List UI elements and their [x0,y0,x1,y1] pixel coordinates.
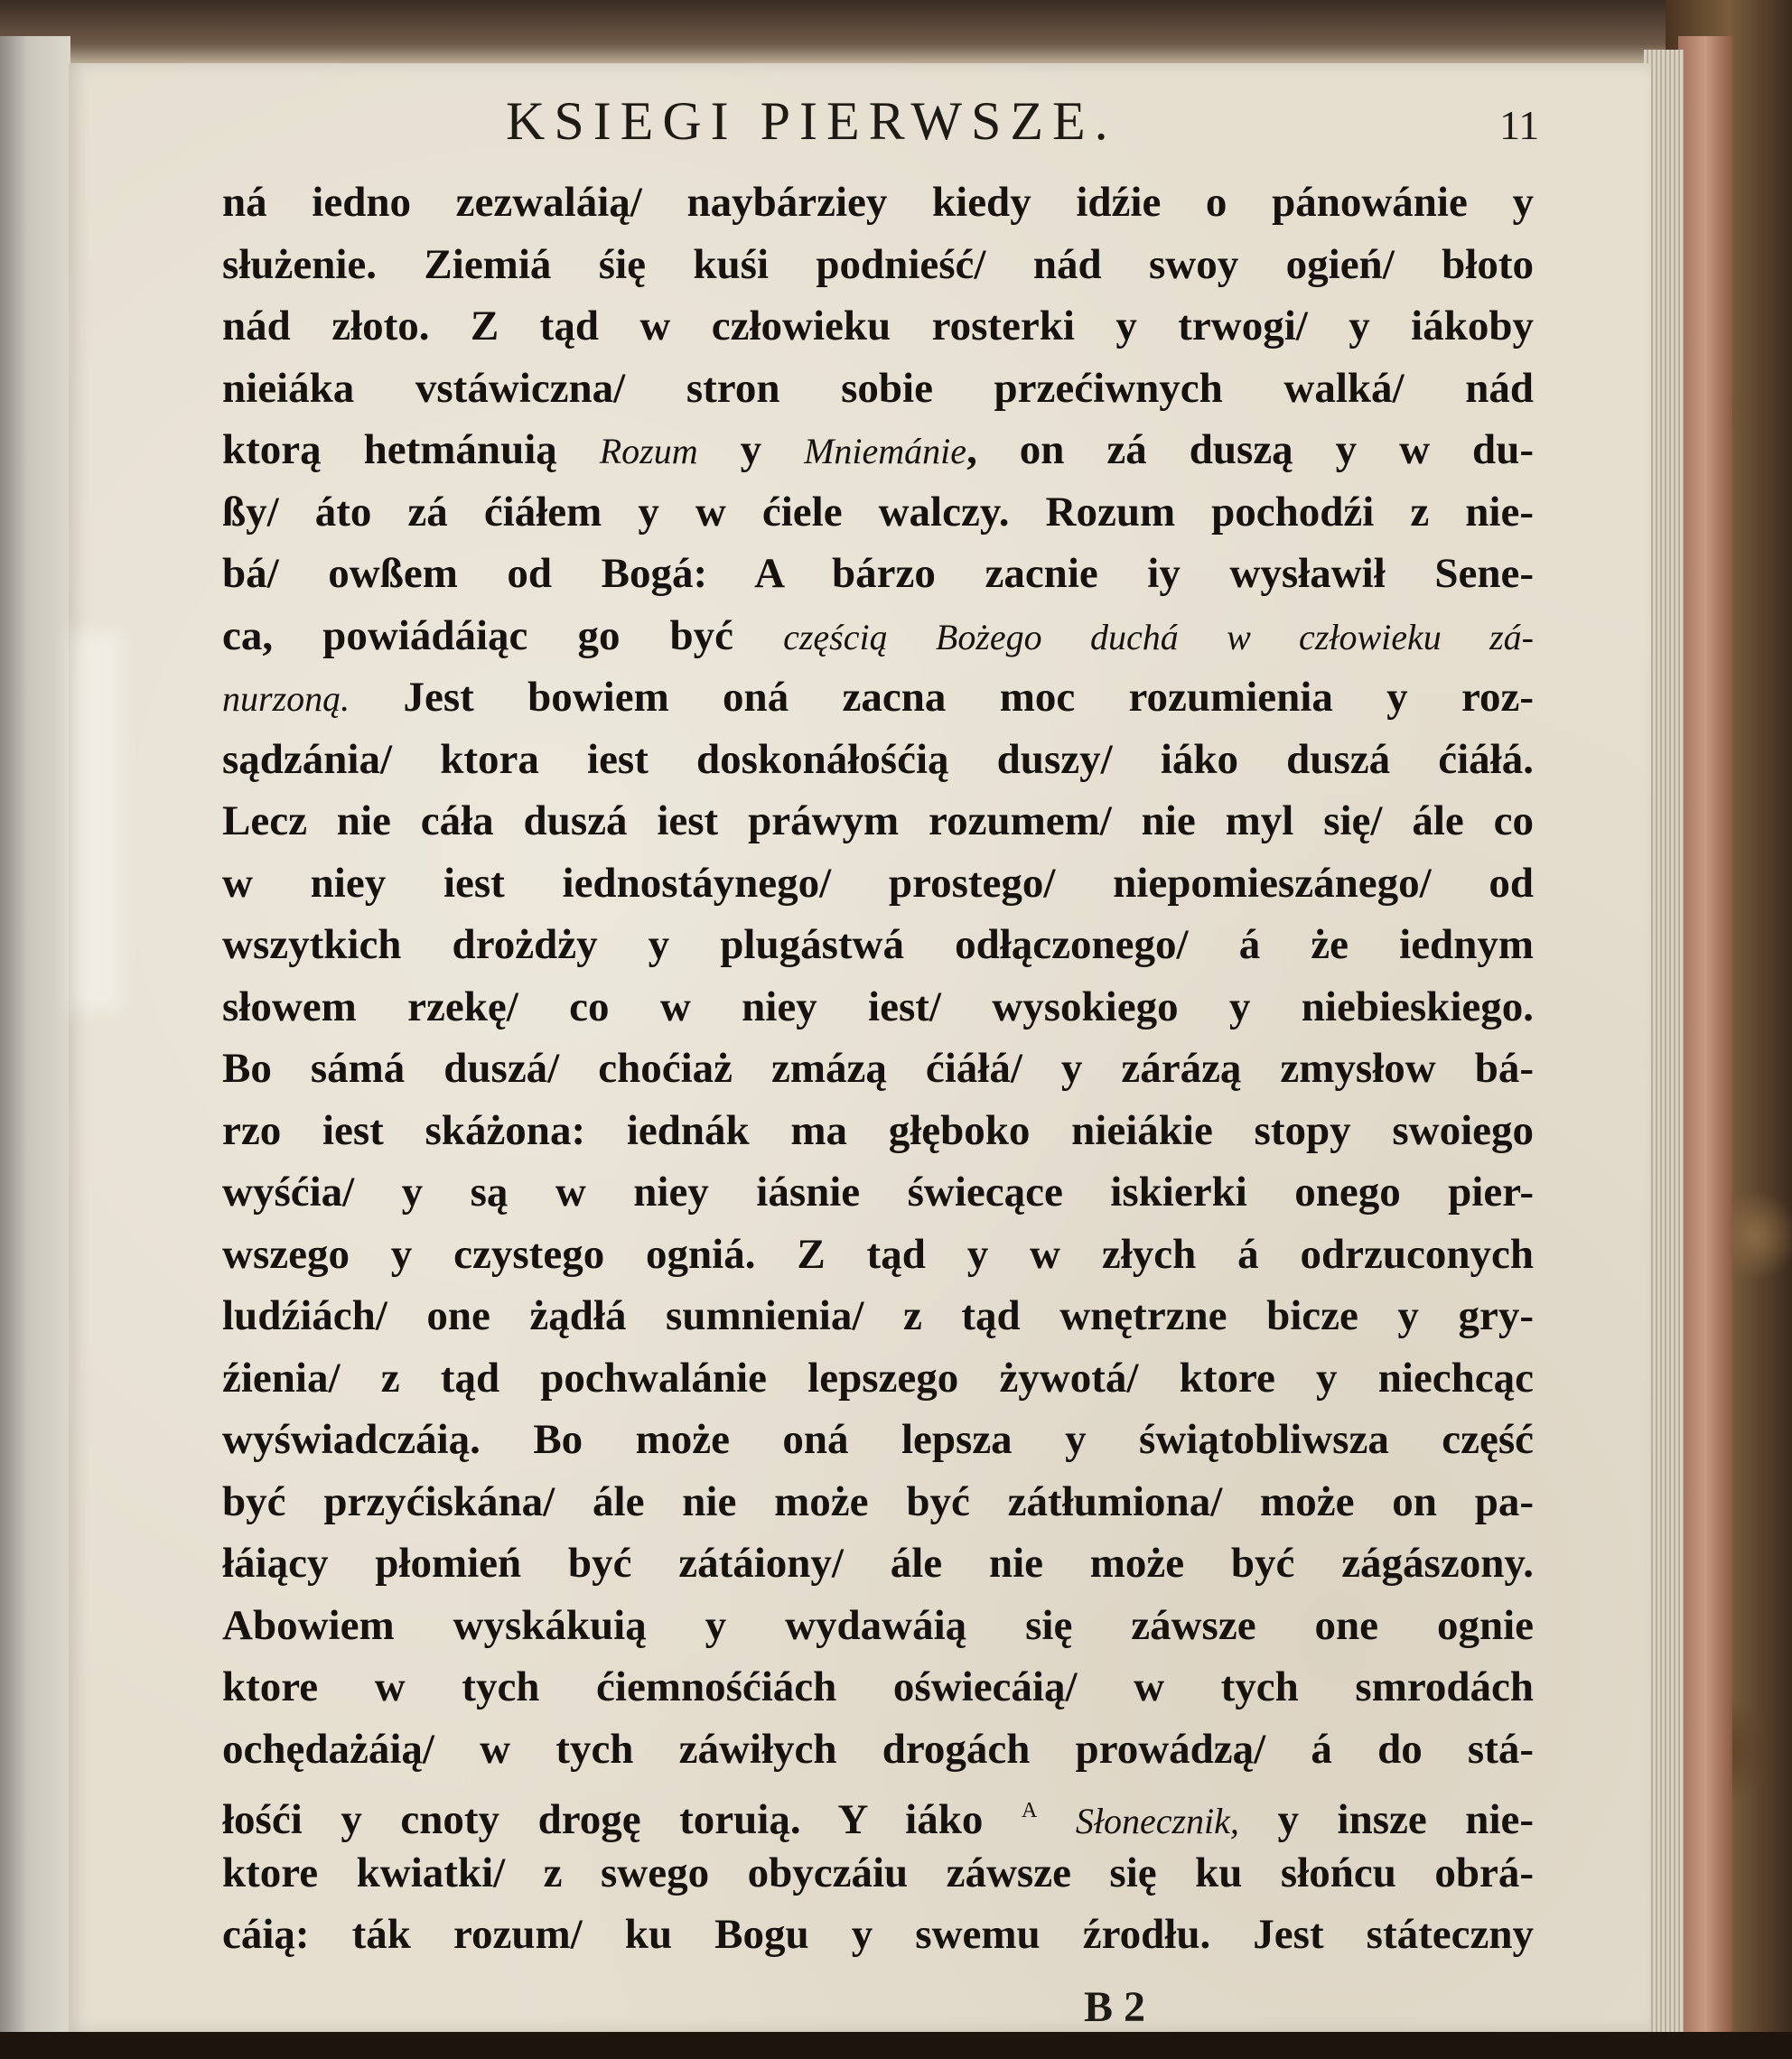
page-number: 11 [1499,102,1540,148]
text-line [222,790,1534,852]
body-text [222,172,1534,1966]
text-line [222,729,1534,791]
facing-page-edge [0,36,70,2059]
text-line [222,1595,1534,1657]
italic-text: Rozum [599,431,698,471]
text-line [222,1161,1534,1224]
text-segment: być przyćiskána/ ále nie może być zátłumiona/ może on pa- [222,1477,1534,1525]
text-segment: ca, powiádáiąc go być [222,611,784,659]
text-segment: łáiący płomień być zátáiony/ ále nie może być zágászony. [222,1540,1534,1587]
text-line [222,1471,1534,1533]
text-segment: łośći y cnoty drogę toruią. Y iáko [222,1796,1022,1842]
text-segment: ktorą hetmánuią [222,426,600,473]
text-segment: wszego y czystego ogniá. Z tąd y w złych á odrzuconych [222,1230,1534,1278]
marginal-reference-mark: A [1021,1799,1038,1822]
text-segment: y [697,426,805,473]
text-line [222,1656,1534,1719]
text-segment: słowem rzekę/ co w niey iest/ wysokiego y niebieskiego. [222,983,1534,1030]
text-line [222,1533,1534,1595]
text-segment: w niey iest iednostáynego/ prostego/ niepomieszánego/ od [222,859,1534,907]
cover-board-edge [1678,36,1732,2041]
text-segment: wyśćia/ y są w niey iásnie świecące iskierki onego pier- [222,1169,1534,1216]
text-line [222,1100,1534,1162]
text-segment: nieiáka vstáwiczna/ stron sobie przećiwnych walká/ nád [222,364,1534,412]
text-segment: , on zá duszą y w du- [966,426,1534,473]
text-segment: nád złoto. Z tąd w człowieku rosterki y trwogi/ y iákoby [222,303,1534,349]
italic-text: częścią Bożego duchá w człowieku zá- [783,616,1534,657]
text-line [222,543,1534,605]
text-line [222,1904,1534,1966]
text-segment: Bo sámá duszá/ choćiaż zmázą ćiáłá/ y zárázą zmysłow bá- [222,1045,1534,1092]
italic-text: Mniemánie [804,431,967,471]
text-line [222,1285,1534,1347]
running-title: KSIEGI PIERWSZE. [506,91,1117,151]
text-segment: wyświadczáią. Bo może oná lepsza y świątobliwsza część [222,1416,1534,1463]
text-segment: ßy/ áto zá ćiáłem y w ćiele walczy. Rozum pochodźi z nie- [222,488,1534,536]
text-segment: Abowiem wyskákuią y wydawáią się záwsze one ognie [222,1601,1534,1649]
text-segment: ludźiách/ one żądłá sumnienia/ z tąd wnętrzne bicze y gry- [222,1292,1534,1339]
text-segment: bá/ owßem od Bogá: A bárzo zacnie iy wysławił Sene- [222,550,1534,597]
text-segment: wszytkich drożdży y plugástwá odłączonego/ á że iednym [222,921,1534,968]
text-segment: ná iedno zezwaláią/ naybárziey kiedy idźie o pánowánie y [222,179,1534,226]
text-line [222,914,1534,976]
text-line [222,358,1534,420]
text-line [222,1780,1534,1842]
text-line [222,1347,1534,1410]
text-line [222,1842,1534,1905]
text-line [222,419,1534,481]
signature-mark: B 2 [1084,1983,1146,2027]
text-line [222,1224,1534,1286]
text-segment: sądzánia/ ktora iest doskonáłośćią duszy/ iáko duszá ćiáłá. [222,735,1534,783]
text-line [222,1409,1534,1471]
text-segment: cáią: ták rozum/ ku Bogu y swemu źrodłu. Jest státeczny [222,1911,1534,1958]
text-line [222,295,1534,358]
italic-text: Słonecznik, [1075,1801,1239,1841]
text-segment: y insze nie- [1238,1796,1534,1842]
text-line [222,481,1534,544]
text-line [222,976,1534,1039]
text-segment: służenie. Ziemiá śię kuśi podnieść/ nád swoy ogień/ błoto [222,240,1534,288]
text-segment: ochędażáią/ w tych záwiłych drogách prowádzą/ á do stá- [222,1725,1534,1773]
text-segment: Lecz nie cáła duszá iest práwym rozumem/ nie myl się/ ále co [222,797,1534,844]
text-line [222,172,1534,234]
text-segment: ktore w tych ćiemnośćiách oświecáią/ w tych smrodách [222,1663,1534,1710]
text-segment [1037,1796,1076,1842]
text-line [222,1038,1534,1100]
text-segment: Jest bowiem oná zacna moc rozumienia y roz- [350,674,1534,721]
text-segment: ktore kwiatki/ z swego obyczáiu záwsze się ku słońcu obrá- [222,1849,1534,1896]
text-segment: rzo iest skáżona: iednák ma głęboko nieiákie stopy swoiego [222,1106,1534,1154]
text-line [222,605,1534,667]
book-bottom-edge [0,2032,1792,2059]
text-line [222,234,1534,296]
book-top-edge [0,0,1792,63]
text-segment: źienia/ z tąd pochwalánie lepszego żywotá/ ktore y niechcąc [222,1354,1534,1402]
text-line [222,666,1534,729]
paper-stain [69,632,123,1011]
text-line [222,1719,1534,1781]
text-line [222,852,1534,915]
italic-text: nurzoną. [222,678,350,719]
